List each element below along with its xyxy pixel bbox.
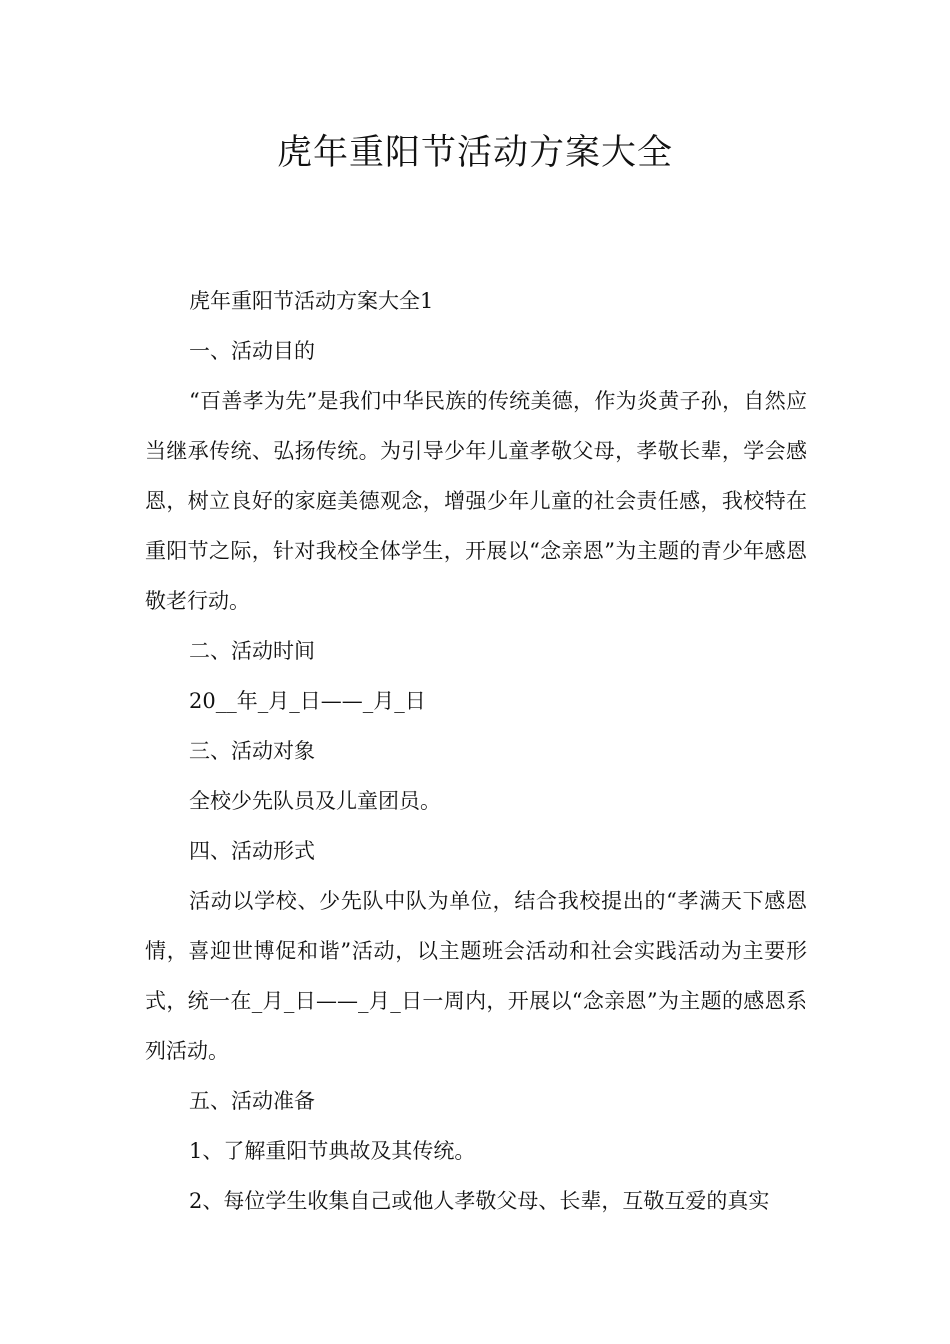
- list-item-preparation-2: 2、每位学生收集自己或他人孝敬父母、长辈，互敬互爱的真实: [189, 1189, 770, 1213]
- paragraph-time: 20__年_月_日——_月_日: [189, 689, 426, 713]
- document-body: [145, 276, 807, 1226]
- paragraph-format: 活动以学校、少先队中队为单位，结合我校提出的“孝满天下感恩情，喜迎世博促和谐”活动，以主题班会活动和社会实践活动为主要形式，统一在_月_日——_月_日一周内，开展以“念亲恩”为主题的感恩系列活动。: [145, 889, 807, 1063]
- list-item-preparation-1: 1、了解重阳节典故及其传统。: [189, 1139, 476, 1163]
- subheading-audience: 三、活动对象: [189, 739, 315, 763]
- subheading-time: 二、活动时间: [189, 639, 315, 663]
- section-heading: 虎年重阳节活动方案大全1: [189, 289, 434, 313]
- document-title: 虎年重阳节活动方案大全: [276, 133, 673, 173]
- paragraph-purpose: “百善孝为先”是我们中华民族的传统美德，作为炎黄子孙，自然应当继承传统、弘扬传统。为引导少年儿童孝敬父母，孝敬长辈，学会感恩，树立良好的家庭美德观念，增强少年儿童的社会责任感，我校特在重阳节之际，针对我校全体学生，开展以“念亲恩”为主题的青少年感恩敬老行动。: [145, 389, 807, 613]
- subheading-format: 四、活动形式: [189, 839, 315, 863]
- subheading-purpose: 一、活动目的: [189, 339, 315, 363]
- paragraph-audience: 全校少先队员及儿童团员。: [189, 789, 441, 813]
- subheading-preparation: 五、活动准备: [189, 1089, 315, 1113]
